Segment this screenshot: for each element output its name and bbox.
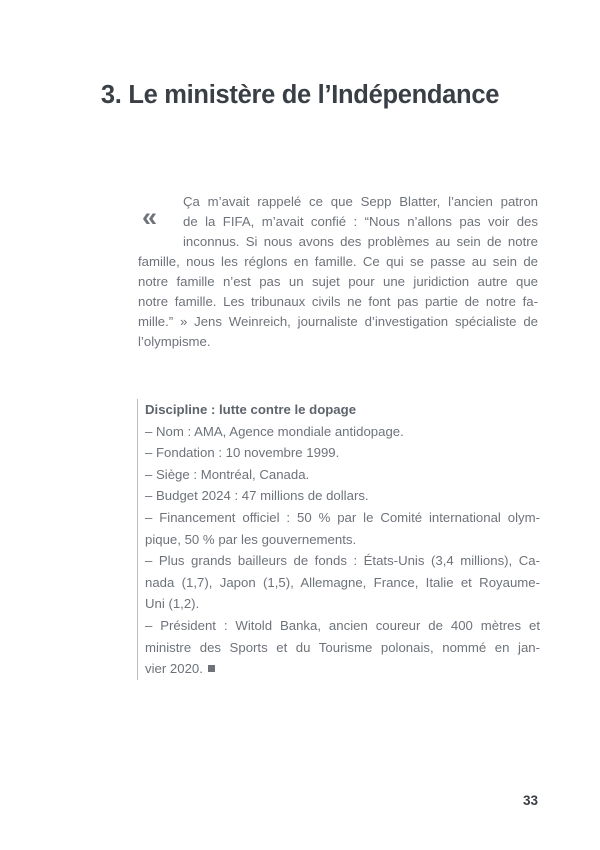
fact-box [137, 399, 540, 680]
fact-line: – Plus grands bailleurs de fonds : États-Unis (3,4 millions), Ca- [145, 553, 540, 569]
fact-line: – Siège : Montréal, Canada. [145, 466, 310, 482]
fact-line: – Fondation : 10 novembre 1999. [145, 445, 340, 461]
fact-line: – Nom : AMA, Agence mondiale antidopage. [145, 423, 404, 439]
page-number: 33 [522, 793, 538, 808]
quote-line: inconnus. Si nous avons des problèmes au sein de notre [183, 234, 538, 249]
quote-line: de la FIFA, m’avait confié : “Nous n’allons pas voir des [183, 214, 538, 229]
fact-line: – Financement officiel : 50 % par le Comité international olym- [145, 509, 540, 525]
quote-line: notre famille n’est pas un sujet pour une juridiction autre que [138, 274, 538, 289]
pull-quote [138, 192, 538, 352]
fact-line: pique, 50 % par les gouvernements. [145, 531, 357, 547]
page-title: 3. Le ministère de l’Indépendance [100, 81, 500, 109]
quote-mark-icon: « [142, 202, 157, 232]
quote-line: notre famille. Les tribunaux civils ne font pas partie de notre fa- [138, 294, 538, 309]
fact-line: – Président : Witold Banka, ancien coureur de 400 mètres et [145, 617, 540, 633]
quote-line: famille, nous les réglons en famille. Ce qui se passe au sein de [138, 254, 538, 269]
fact-box-heading: Discipline : lutte contre le dopage [145, 402, 357, 417]
fact-line: ministre des Sports et du Tourisme polonais, nommé en jan- [145, 639, 540, 655]
fact-line: Uni (1,2). [145, 596, 200, 612]
quote-line: Ça m’avait rappelé ce que Sepp Blatter, l’ancien patron [183, 194, 538, 209]
fact-line-text: vier 2020. [145, 661, 203, 677]
fact-line: nada (1,7), Japon (1,5), Allemagne, France, Italie et Royaume- [145, 574, 540, 590]
fact-line: – Budget 2024 : 47 millions de dollars. [145, 488, 369, 504]
fact-line-with-end-mark [145, 658, 540, 680]
quote-line: mille.” » Jens Weinreich, journaliste d’investigation spécialiste de [138, 314, 538, 329]
end-mark-icon [208, 665, 215, 672]
quote-line: l’olympisme. [138, 334, 211, 349]
